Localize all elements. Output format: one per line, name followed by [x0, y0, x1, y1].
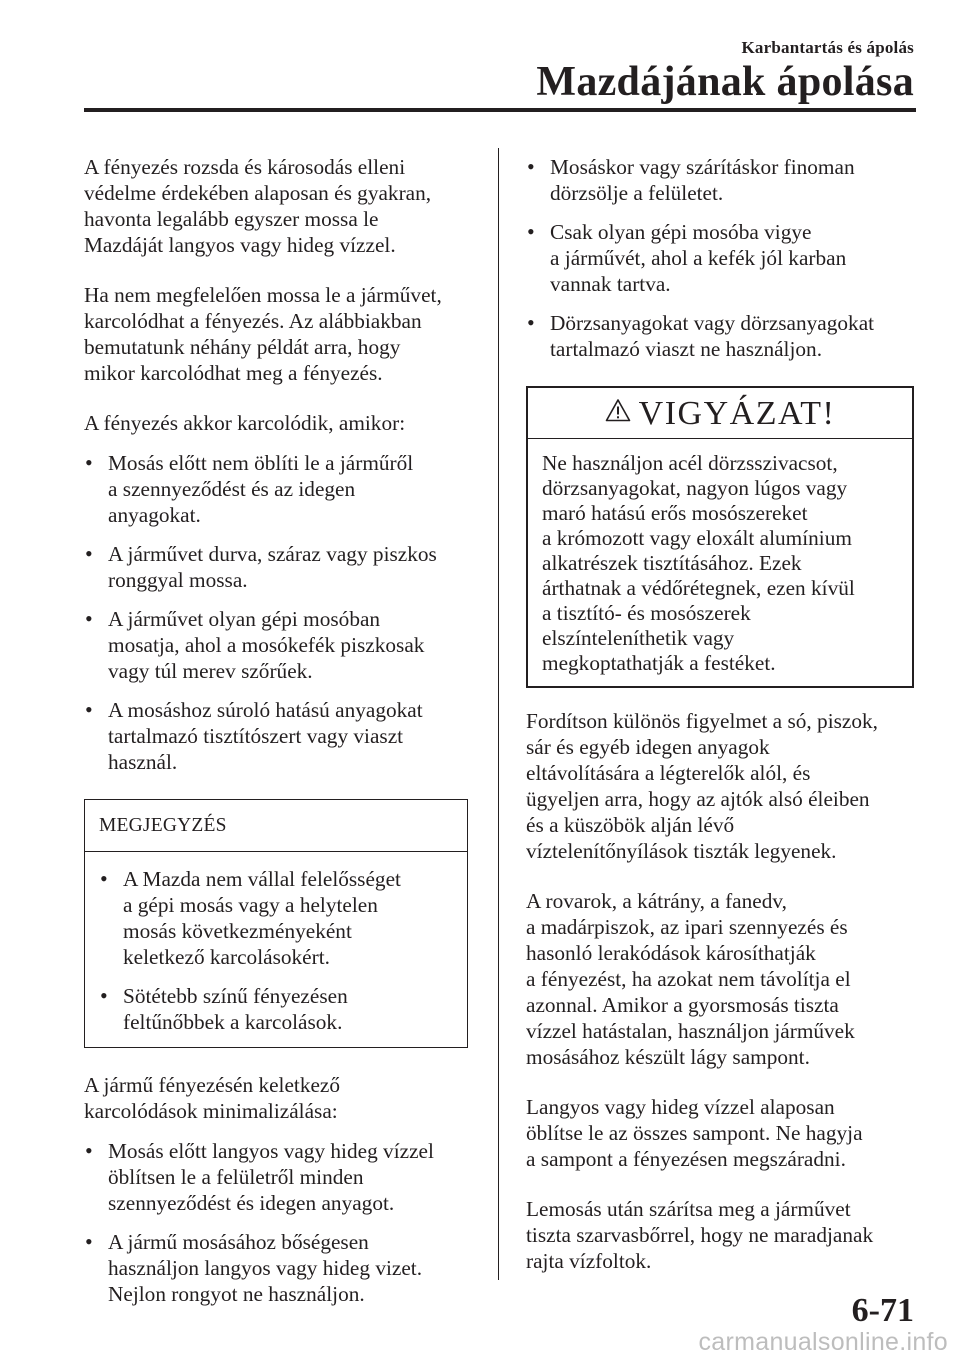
scratch-causes-list	[84, 450, 468, 775]
left-column	[84, 154, 468, 1331]
list-item: • A Mazda nem vállal felelősséget a gépi mosás vagy a helytelen mosás következményeként keletkező karcolásokért.	[99, 866, 453, 970]
list-item: • Mosás előtt langyos vagy hideg vízzel öblítsen le a felületről minden szennyeződést és idegen anyagot.	[84, 1138, 468, 1216]
section-heading: Karbantartás és ápolás	[741, 38, 914, 57]
list-item: • Dörzsanyagokat vagy dörzsanyagokat tartalmazó viaszt ne használjon.	[526, 310, 914, 362]
insects-paragraph: A rovarok, a kátrány, a fanedv, a madárpiszok, az ipari szennyezés és hasonló lerakódások károsíthatják a fényezést, ha azokat nem távolítja el azonnal. Amikor a gyorsmosás tiszta vízzel hatástalan, használjon járművek mosásához készült lágy sampont.	[526, 889, 855, 1069]
page-title: Mazdájának ápolása	[536, 59, 914, 105]
salt-paragraph: Fordítson különös figyelmet a só, piszok, sár és egyéb idegen anyagok eltávolítására a légterelők alól, és ügyeljen arra, hogy az ajtók alsó éleiben és a küszöbök alján lévő víztelenítőnyílások tiszták legyenek.	[526, 709, 878, 863]
intro-paragraph: A fényezés rozsda és károsodás elleni védelme érdekében alaposan és gyakran, havonta legalább egyszer mossa le Mazdáját langyos vagy hideg vízzel.	[84, 155, 432, 257]
warning-header	[528, 388, 912, 439]
list-item: • A jármű mosásához bőségesen használjon langyos vagy hideg vizet. Nejlon rongyot ne használjon.	[84, 1229, 468, 1307]
warning-title: VIGYÁZAT!	[638, 395, 836, 432]
header-rule	[84, 108, 916, 112]
list-item: • Mosáskor vagy szárításkor finoman dörzsölje a felületet.	[526, 154, 914, 206]
minimize-list	[84, 1138, 468, 1307]
scratch-warning-paragraph: Ha nem megfelelően mossa le a járművet, karcolódhat a fényezés. Az alábbiakban bemutatunk néhány példát arra, hogy mikor karcolódhat meg a fényezés.	[84, 283, 442, 385]
note-list	[99, 866, 453, 1035]
warning-text: Ne használjon acél dörzsszivacsot, dörzsanyagokat, nagyon lúgos vagy maró hatású erős mosószereket a krómozott vagy eloxált alumínium alkatrészek tisztításához. Ezek árthatnak a védőrétegnek, ezen kívül a tisztító- és mosószerek elszínteleníthetik vagy megkoptathatják a festéket.	[542, 451, 855, 675]
list-item: • Csak olyan gépi mosóba vigye a járművét, ahol a kefék jól karban vannak tartva.	[526, 219, 914, 297]
list-item: • Mosás előtt nem öblíti le a járműről a szennyeződést és az idegen anyagokat.	[84, 450, 468, 528]
warning-triangle-icon	[605, 398, 631, 428]
scratch-causes-lead: A fényezés akkor karcolódik, amikor:	[84, 411, 406, 435]
rinse-paragraph: Langyos vagy hideg vízzel alaposan öblítse le az összes sampont. Ne hagyja a sampont a fényezésen megszáradni.	[526, 1095, 863, 1171]
drying-paragraph: Lemosás után szárítsa meg a járművet tiszta szarvasbőrrel, hogy ne maradjanak rajta vízfoltok.	[526, 1197, 874, 1273]
note-title: MEGJEGYZÉS	[85, 800, 467, 852]
page-number: 6-71	[851, 1292, 914, 1329]
list-item: • A mosáshoz súroló hatású anyagokat tartalmazó tisztítószert vagy viaszt használ.	[84, 697, 468, 775]
minimize-lead: A jármű fényezésén keletkező karcolódások minimalizálása:	[84, 1073, 341, 1123]
list-item: • A járművet olyan gépi mosóban mosatja, ahol a mosókefék piszkosak vagy túl merev szőrűek.	[84, 606, 468, 684]
note-box	[84, 799, 468, 1048]
list-item: • A járművet durva, száraz vagy piszkos ronggyal mossa.	[84, 541, 468, 593]
watermark: carmanualsonline.info	[698, 1328, 948, 1356]
wash-tips-list	[526, 154, 914, 362]
column-divider	[498, 148, 499, 1280]
list-item: • Sötétebb színű fényezésen feltűnőbbek a karcolások.	[99, 983, 453, 1035]
right-column	[526, 154, 914, 1298]
warning-box	[526, 386, 914, 688]
